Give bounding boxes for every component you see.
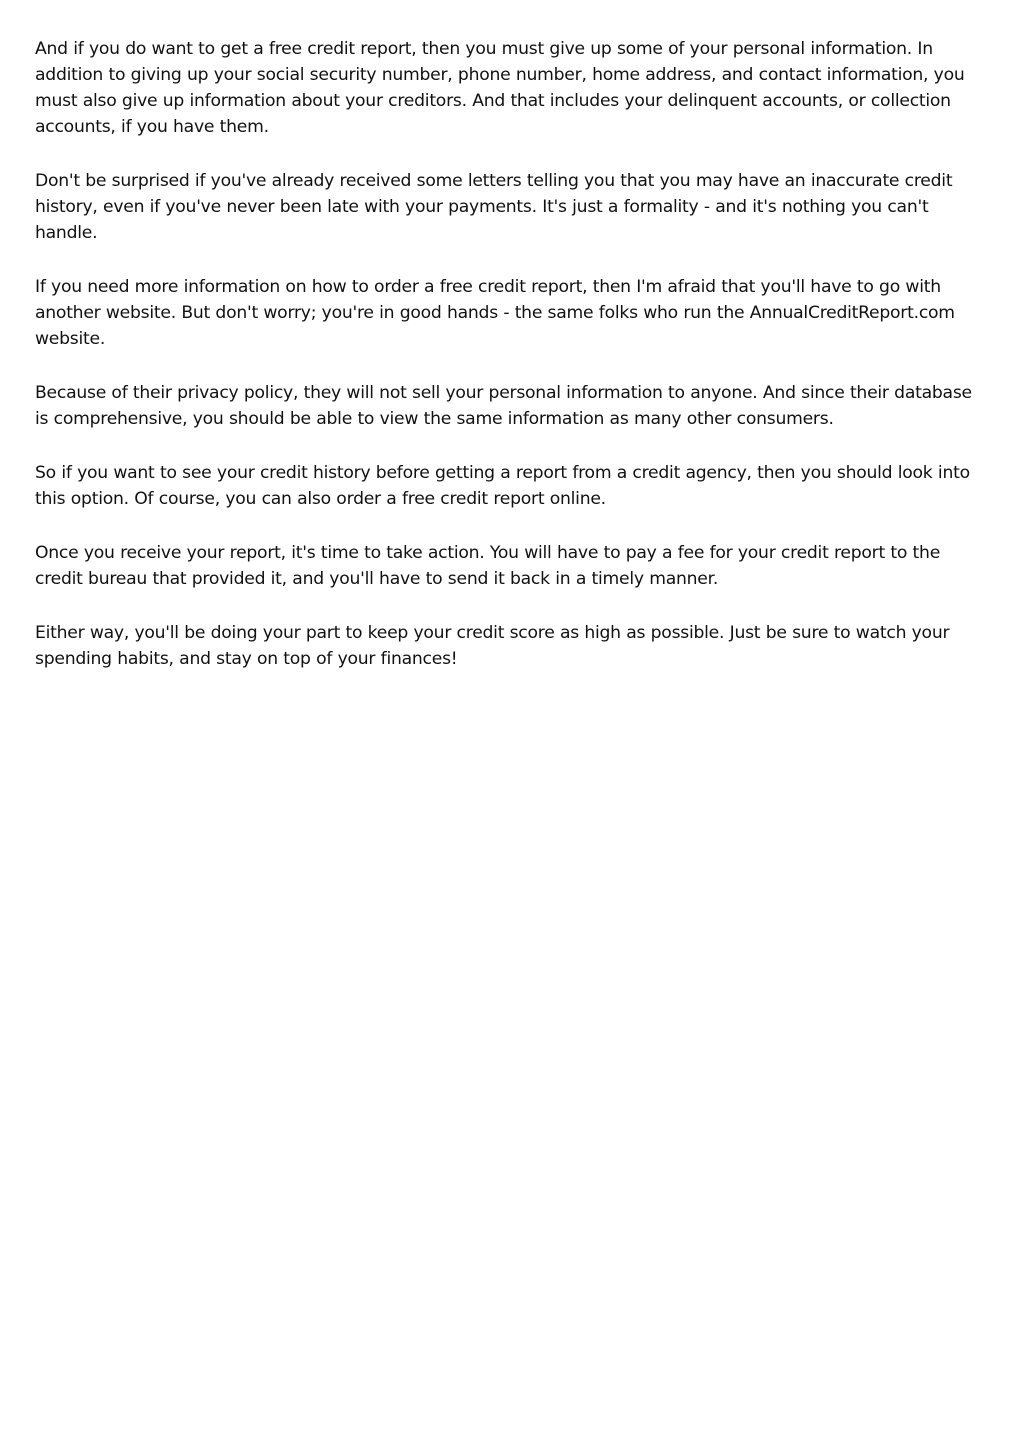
paragraph-personal-information: And if you do want to get a free credit report, then you must give up some of your personal information. In addition to giving up your social security number, phone number, home address, and contact information, you must also give up information about your creditors. And that includes your delinquent accounts, or collection accounts, if you have them.	[35, 39, 965, 137]
paragraph-take-action: Once you receive your report, it's time to take action. You will have to pay a fee for your credit report to the credit bureau that provided it, and you'll have to send it back in a timely manner.	[35, 543, 941, 589]
paragraph-closing: Either way, you'll be doing your part to keep your credit score as high as possible. Just be sure to watch your spending habits, and stay on top of your finances!	[35, 623, 950, 669]
paragraph-credit-history-option: So if you want to see your credit history before getting a report from a credit agency, then you should look into this option. Of course, you can also order a free credit report online.	[35, 463, 970, 509]
paragraph-privacy-policy: Because of their privacy policy, they will not sell your personal information to anyone. And since their database is comprehensive, you should be able to view the same information as many other consumers.	[35, 383, 972, 429]
paragraph-more-information: If you need more information on how to order a free credit report, then I'm afraid that you'll have to go with another website. But don't worry; you're in good hands - the same folks who run the AnnualCreditReport.com website.	[35, 277, 955, 349]
paragraph-letters-warning: Don't be surprised if you've already received some letters telling you that you may have an inaccurate credit history, even if you've never been late with your payments. It's just a formality - and it's nothing you can't handle.	[35, 171, 953, 243]
document-body	[35, 36, 990, 700]
